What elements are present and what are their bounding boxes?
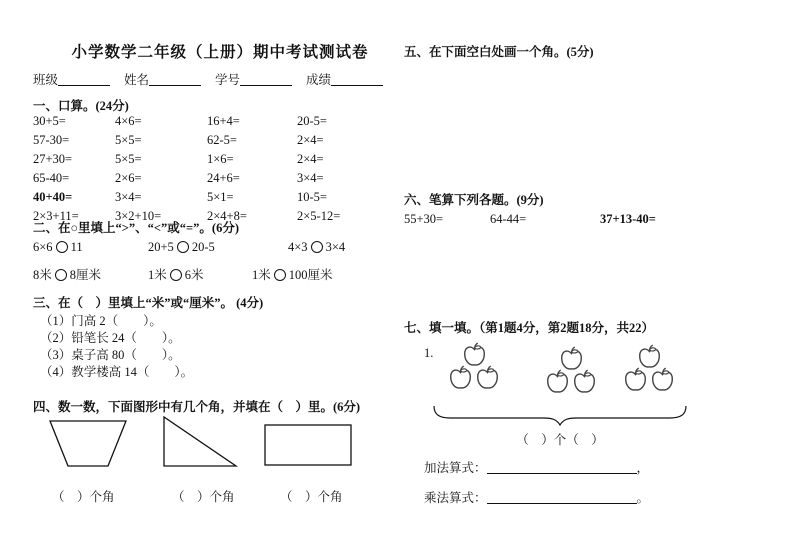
student-info-row: [33, 70, 383, 88]
class-field: [33, 70, 110, 88]
comparison-item: [148, 265, 204, 283]
angle-count-label: （ ）个角: [280, 490, 343, 504]
comparison-left: 8米: [33, 268, 52, 282]
unit-item-3: （3）桌子高 80（ ）。: [40, 348, 181, 362]
comparison-circle: [56, 241, 68, 253]
oral-problem: 3×4=: [297, 171, 324, 185]
addition-label: 加法算式：: [424, 461, 487, 475]
apple-icon: [448, 365, 473, 390]
student-id-field: [215, 70, 292, 88]
comparison-left: 1米: [252, 268, 271, 282]
oral-problem: 65-40=: [33, 171, 70, 185]
section-6-heading: 六、笔算下列各题。(9分): [404, 193, 544, 207]
unit-item-4: （4）教学楼高 14（ ）。: [40, 365, 194, 379]
comparison-circle: [177, 241, 189, 253]
name-label: 姓名: [124, 73, 150, 87]
brace-icon: [432, 404, 688, 431]
apple-cluster: [618, 344, 680, 392]
oral-problem: 62-5=: [207, 133, 237, 147]
apple-icon: [637, 344, 662, 369]
angle-count-label: （ ）个角: [52, 490, 115, 504]
rectangle-shape: [262, 422, 354, 468]
multiplication-blank: [487, 491, 637, 504]
oral-problem: 1×6=: [207, 152, 234, 166]
multiplication-suffix: 。: [636, 491, 650, 505]
oral-problem: 57-30=: [33, 133, 70, 147]
comparison-right: 20-5: [191, 240, 215, 254]
apple-icon: [572, 369, 597, 394]
oral-problem: 27+30=: [33, 152, 73, 166]
comparison-left: 20+5: [148, 240, 174, 254]
comparison-circle: [274, 269, 286, 281]
student-id-blank: [240, 73, 292, 86]
oral-problem: 2×4+8=: [207, 209, 247, 223]
name-blank: [149, 73, 201, 86]
comparison-right: 3×4: [325, 240, 346, 254]
addition-equation-line: [424, 458, 649, 476]
comparison-left: 6×6: [33, 240, 53, 254]
comparison-item: [33, 265, 101, 283]
score-label: 成绩: [306, 73, 332, 87]
comparison-right: 11: [70, 240, 83, 254]
class-label: 班级: [33, 73, 59, 87]
comparison-item: [252, 265, 333, 283]
apple-icon: [623, 367, 648, 392]
oral-problem: 5×5=: [115, 133, 142, 147]
oral-problem: 5×5=: [115, 152, 142, 166]
apple-icon: [462, 342, 487, 367]
oral-problem: 2×3+11=: [33, 209, 79, 223]
addition-blank: [487, 461, 637, 474]
comparison-circle: [311, 241, 323, 253]
comparison-item: [148, 240, 215, 255]
oral-problem: 3×4=: [115, 190, 142, 204]
oral-problem: 4×6=: [115, 114, 142, 128]
section-3-heading: 三、在（ ）里填上“米”或“厘米”。 (4分): [33, 296, 264, 310]
section-1-heading: 一、口算。(24分): [33, 99, 129, 113]
comparison-item: [33, 240, 83, 255]
angle-count-label: （ ）个角: [172, 490, 235, 504]
oral-problem: 2×6=: [115, 171, 142, 185]
comparison-circle: [170, 269, 182, 281]
written-problem: 55+30=: [404, 212, 444, 226]
oral-problem: 2×5-12=: [297, 209, 341, 223]
written-problem: 64-44=: [490, 212, 527, 226]
oral-problem: 24+6=: [207, 171, 240, 185]
comparison-right: 100厘米: [288, 268, 333, 282]
comparison-item: [288, 240, 345, 255]
addition-suffix: ，: [636, 461, 650, 475]
page-title: 小学数学二年级（上册）期中考试测试卷: [71, 44, 369, 61]
class-blank: [58, 73, 110, 86]
apple-cluster: [540, 346, 602, 394]
section-4-heading: 四、数一数，下面图形中有几个角，并填在（ ）里。(6分): [33, 400, 361, 414]
oral-calculation-grid: [33, 114, 393, 224]
name-field: [124, 70, 201, 88]
score-field: [306, 70, 383, 88]
oral-problem: 30+5=: [33, 114, 66, 128]
oral-problem: 20-5=: [297, 114, 327, 128]
written-problem: 37+13-40=: [600, 212, 656, 226]
oral-problem: 40+40=: [33, 190, 73, 204]
oral-problem: 2×4=: [297, 152, 324, 166]
oral-problem: 5×1=: [207, 190, 234, 204]
section-2-heading: 二、在○里填上“>”、“<”或“=”。(6分): [33, 221, 239, 235]
comparison-left: 4×3: [288, 240, 308, 254]
oral-problem: 10-5=: [297, 190, 327, 204]
apple-icon: [475, 365, 500, 390]
comparison-right: 8厘米: [69, 268, 102, 282]
oral-problem: 16+4=: [207, 114, 240, 128]
section-7-heading: 七、填一填。（第1题4分，第2题18分，共22）: [404, 321, 655, 335]
comparison-right: 6米: [184, 268, 204, 282]
apple-icon: [559, 346, 584, 371]
student-id-label: 学号: [215, 73, 241, 87]
multiplication-equation-line: [424, 488, 649, 506]
section-5-heading: 五、在下面空白处画一个角。(5分): [404, 45, 594, 59]
apple-icon: [545, 369, 570, 394]
unit-item-1: （1）门高 2（ ）。: [40, 314, 162, 328]
trapezoid-shape: [42, 418, 134, 470]
question-1-label: 1.: [424, 346, 434, 360]
oral-problem: 3×2+10=: [115, 209, 162, 223]
apples-caption: （ ）个（ ）: [516, 433, 604, 447]
comparison-left: 1米: [148, 268, 167, 282]
score-blank: [331, 73, 383, 86]
multiplication-label: 乘法算式：: [424, 491, 487, 505]
triangle-shape: [158, 414, 240, 470]
oral-problem: 2×4=: [297, 133, 324, 147]
apple-cluster: [443, 342, 505, 390]
comparison-circle: [55, 269, 67, 281]
apple-icon: [650, 367, 675, 392]
unit-item-2: （2）铅笔长 24（ ）。: [40, 331, 181, 345]
